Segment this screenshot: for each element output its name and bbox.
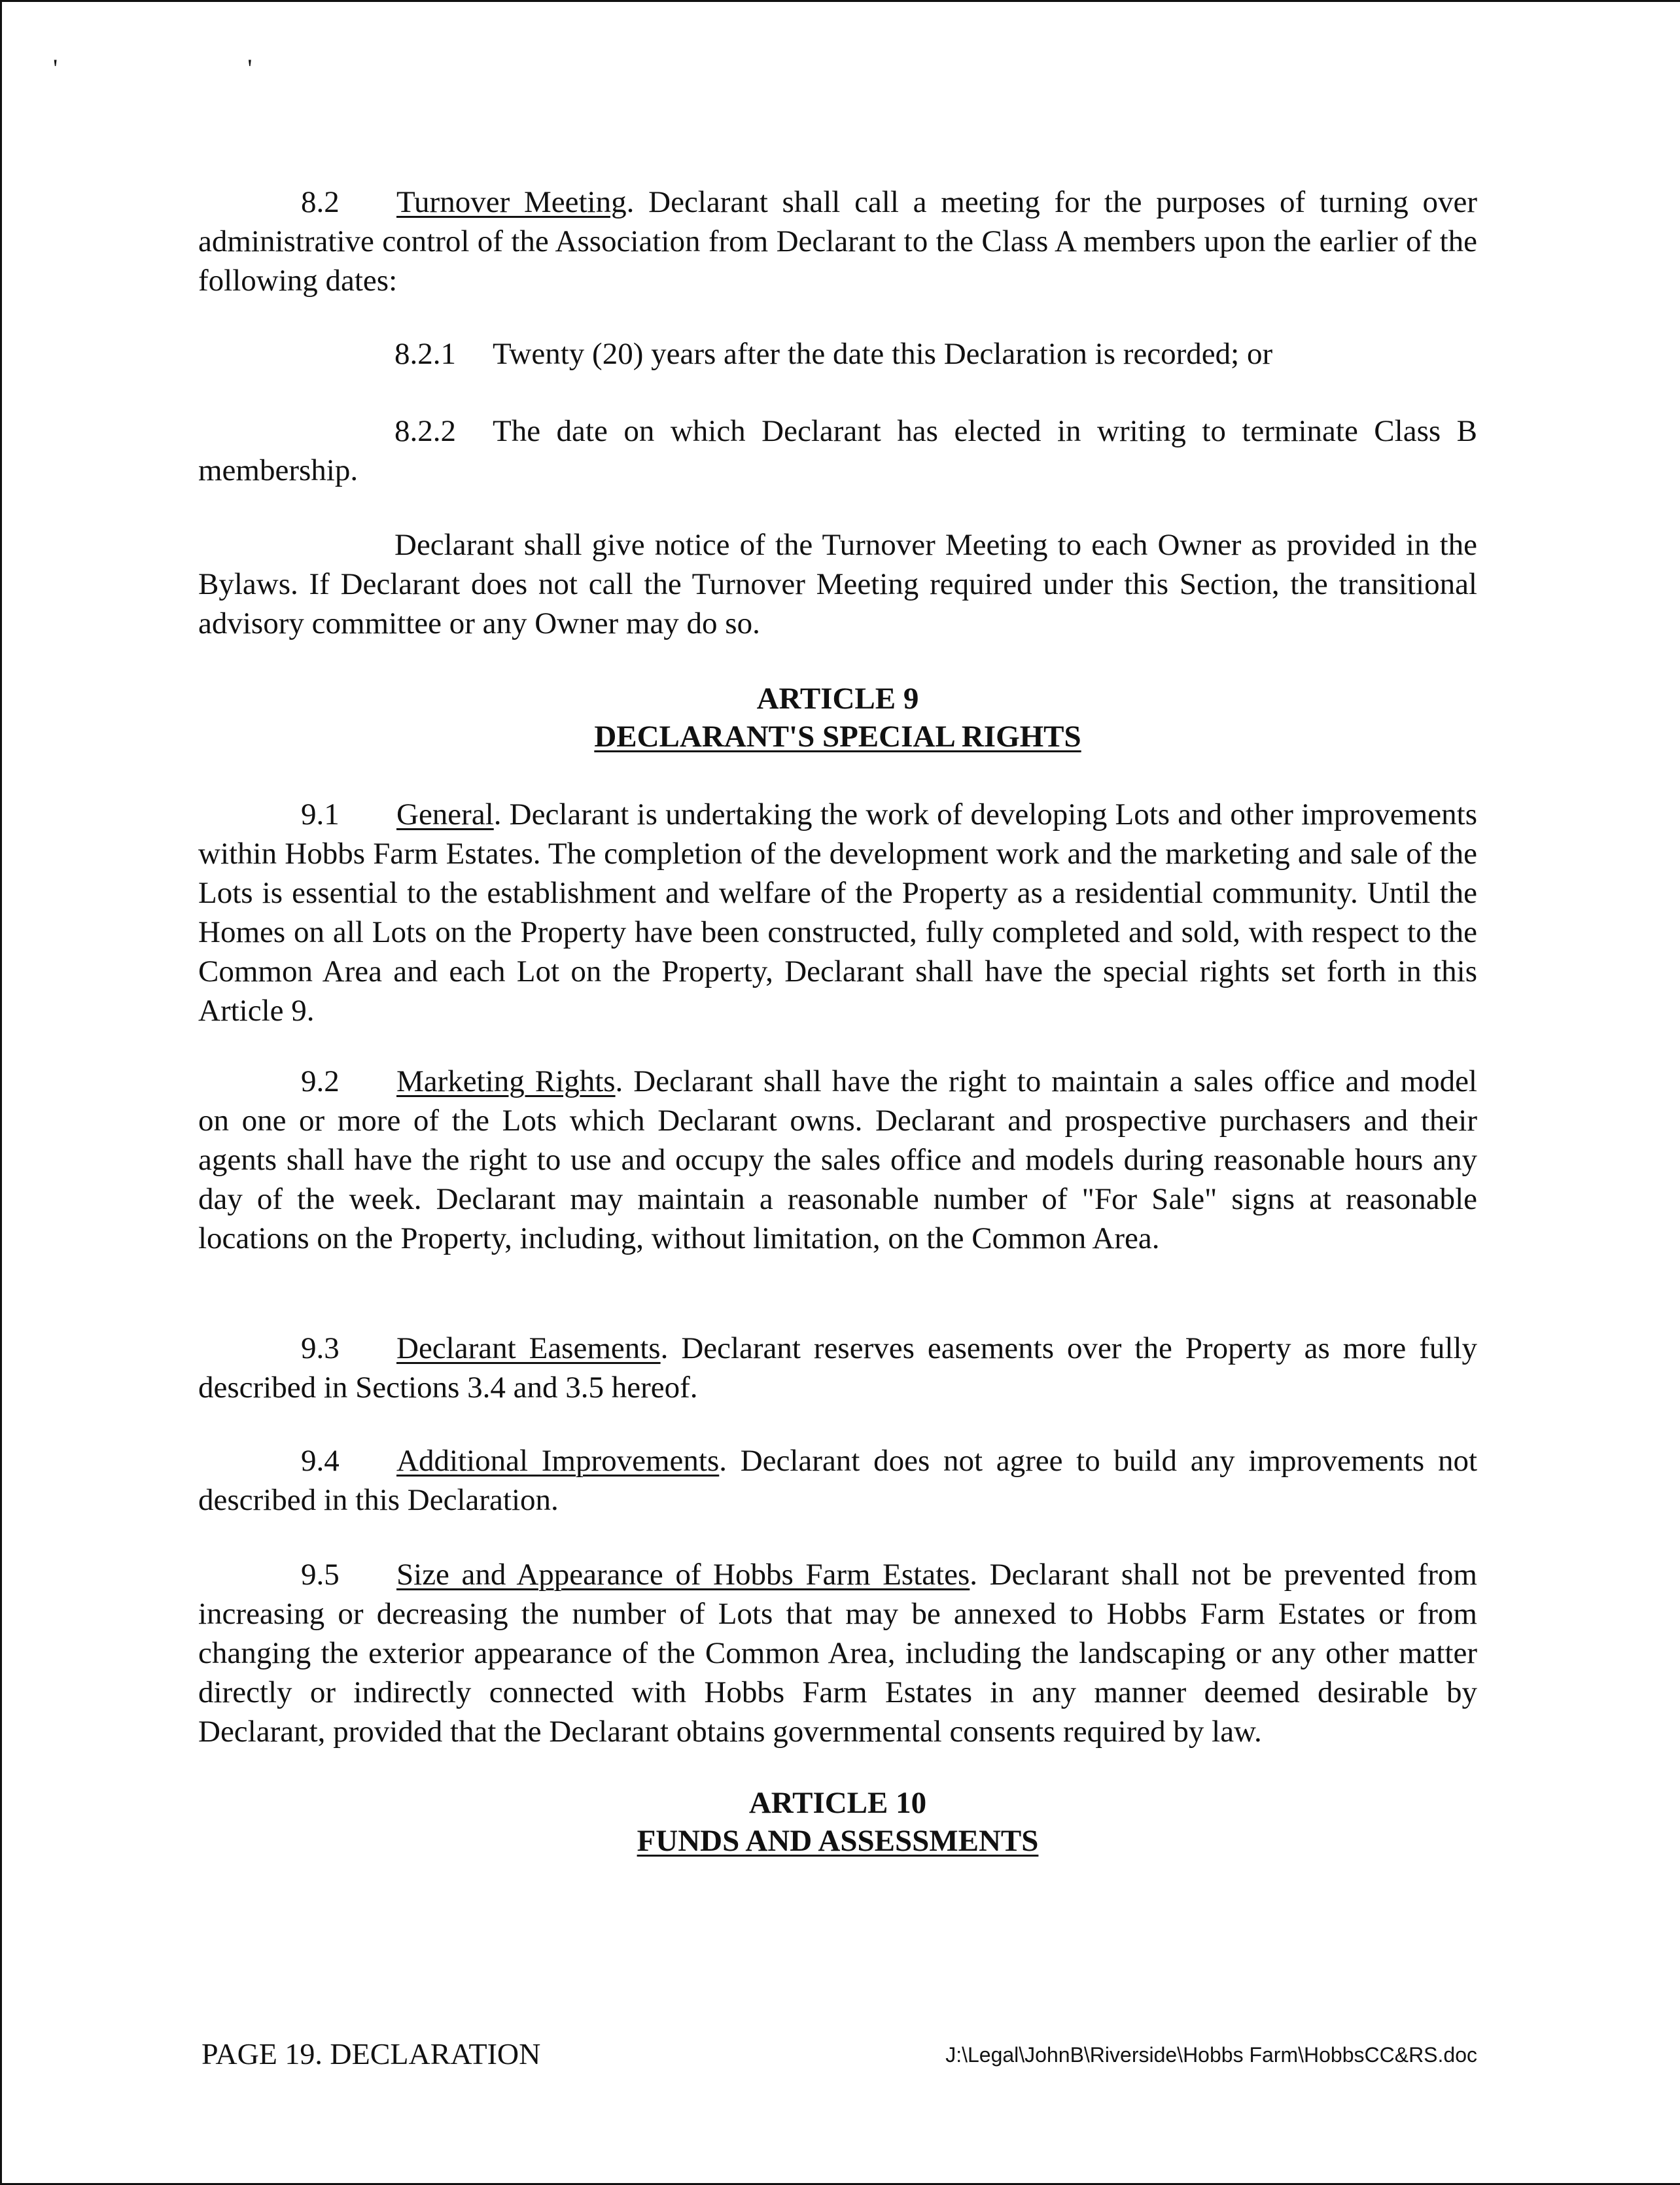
section-number: 8.2.2 — [394, 414, 456, 448]
section-9-5 — [198, 1555, 1477, 1751]
section-heading: Additional Improvements — [396, 1444, 720, 1478]
article-9-heading — [198, 680, 1477, 756]
section-number: 9.2 — [301, 1064, 340, 1098]
section-text-line1: The date on which Declarant has elected in writing to terminate Class B — [493, 414, 1477, 448]
scan-corner-marks: ' ' — [53, 54, 344, 83]
article-title: DECLARANT'S SPECIAL RIGHTS — [594, 720, 1081, 754]
section-heading: Marketing Rights — [396, 1064, 616, 1098]
section-number: 9.3 — [301, 1331, 340, 1365]
section-9-1 — [198, 795, 1477, 1030]
section-number: 9.5 — [301, 1558, 340, 1592]
section-heading: General — [396, 797, 494, 831]
section-text: . Declarant shall not be prevented from increasing or decreasing the number of Lots that may be annexed to Hobbs Farm Estates or from changing the exterior appearance of the Common Area, including the landscaping or any other matter directly or indirectly connected with Hobbs Farm Estates in any manner deemed desirable by Declarant, provided that the Declarant obtains governmental consents required by law. — [198, 1558, 1477, 1749]
section-text: . Declarant shall have the right to maintain a sales office and model on one or more of the Lots which Declarant owns. Declarant and prospective purchasers and their agents shall have the right to use and occupy the sales office and models during reasonable hours any day of the week. Declarant may maintain a reasonable number of "For Sale" signs at reasonable locations on the Property, including, without limitation, on the Common Area. — [198, 1064, 1477, 1255]
notice-paragraph: Declarant shall give notice of the Turnover Meeting to each Owner as provided in the Bylaws. If Declarant does not call the Turnover Meeting required under this Section, the transitional advisory committee or any Owner may do so. — [198, 528, 1477, 640]
section-text: . Declarant does not agree to build any improvements not described in this Declaration. — [198, 1444, 1477, 1517]
section-heading: Turnover Meeting — [396, 185, 627, 219]
section-text-line2: membership. — [198, 453, 359, 487]
section-text: . Declarant reserves easements over the Property as more fully described in Sections 3.4 and 3.5 hereof. — [198, 1331, 1477, 1405]
footer-file-path: J:\Legal\JohnB\Riverside\Hobbs Farm\HobbsCC&RS.doc — [945, 2043, 1477, 2067]
section-8-2 — [198, 183, 1477, 300]
section-text: Twenty (20) years after the date this Declaration is recorded; or — [493, 337, 1273, 371]
section-8-2-2 — [198, 411, 1477, 490]
section-text: . Declarant shall call a meeting for the purposes of turning over administrative control of the Association from Declarant to the Class A members upon the earlier of the following dates: — [198, 185, 1478, 298]
section-number: 8.2 — [301, 185, 340, 219]
article-title: FUNDS AND ASSESSMENTS — [637, 1824, 1039, 1858]
article-10-heading — [198, 1784, 1477, 1860]
section-number: 9.1 — [301, 797, 340, 831]
section-9-3 — [198, 1329, 1477, 1407]
section-9-2 — [198, 1062, 1477, 1258]
section-8-2-1 — [198, 334, 1477, 374]
footer-page-label: PAGE 19. DECLARATION — [201, 2037, 541, 2071]
section-heading: Size and Appearance of Hobbs Farm Estates — [396, 1558, 970, 1592]
section-number: 9.4 — [301, 1444, 340, 1478]
article-label: ARTICLE 10 — [748, 1786, 927, 1820]
section-heading: Declarant Easements — [396, 1331, 661, 1365]
section-text: . Declarant is undertaking the work of developing Lots and other improvements within Hobbs Farm Estates. The completion of the development work and the marketing and sale of the Lots is essential to the establishment and welfare of the Property as a residential community. Until the Homes on all Lots on the Property have been constructed, fully completed and sold, with respect to the Common Area and each Lot on the Property, Declarant shall have the special rights set forth in this Article 9. — [198, 797, 1477, 1028]
section-number: 8.2.1 — [394, 337, 456, 371]
section-9-4 — [198, 1441, 1477, 1520]
article-label: ARTICLE 9 — [756, 682, 919, 716]
